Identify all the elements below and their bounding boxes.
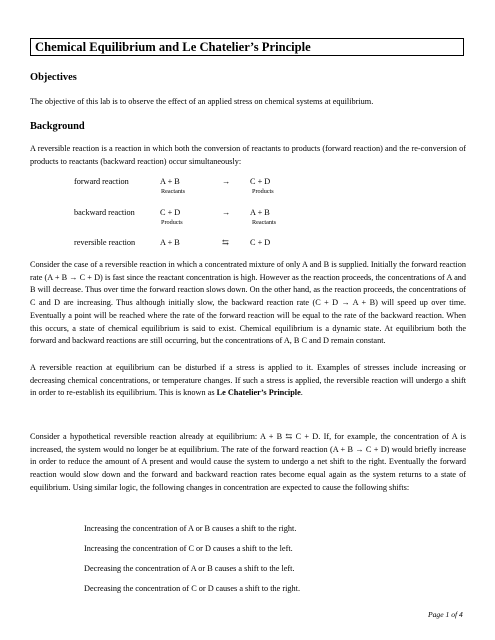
shift-item-2: Increasing the concentration of C or D causes a shift to the left.: [84, 544, 293, 553]
reaction-left-sub-backward: Products: [161, 219, 183, 226]
paragraph-2-start: A reversible reaction at equilibrium can be disturbed if a stress is applied to it. Examples of stresses include increasing or decreasing chemical concentrations, or temperature changes. If such a stress is applied, the reversible reaction will undergo a shift in order to re-establish its equilibrium. This is known as: [30, 363, 466, 398]
page-number: Page 1 of 4: [428, 610, 463, 619]
paragraph-2-end: .: [300, 388, 303, 398]
objectives-heading: Objectives: [30, 72, 77, 83]
reaction-left-reversible: A + B: [160, 238, 180, 247]
shift-item-1: Increasing the concentration of A or B causes a shift to the right.: [84, 524, 297, 533]
reaction-right-backward: A + B: [250, 208, 270, 217]
le-chatelier-term: Le Chatelier’s Principle: [216, 388, 301, 398]
reaction-right-reversible: C + D: [250, 238, 271, 247]
reaction-right-forward: C + D: [250, 177, 271, 186]
reaction-arrow-forward: →: [222, 177, 231, 186]
background-intro: A reversible reaction is a reaction in which both the conversion of reactants to products (forward reaction) and the re-conversion of products to reactants (backward reaction) occur simultaneously:: [30, 144, 466, 166]
shift-item-3: Decreasing the concentration of A or B causes a shift to the left.: [84, 564, 295, 573]
page-title: Chemical Equilibrium and Le Chatelier’s Principle: [35, 40, 311, 54]
reaction-arrow-reversible: ⇆: [222, 238, 229, 247]
reaction-left-backward: C + D: [160, 208, 181, 217]
reaction-label-backward: backward reaction: [74, 208, 135, 217]
reaction-right-sub-backward: Reactants: [252, 219, 277, 226]
background-paragraph-1: Consider the case of a reversible reaction in which a concentrated mixture of only A and B is supplied. Initially the forward reaction rate (A + B → C + D) is fast since the reactant concentration is high. However as the reaction proceeds, the concentrations of A and B will decrease. Thus over time the forward reaction slows down. On the other hand, as the reaction proceeds, the concentrations of C and D are increasing. Thus although initially slow, the backward reaction rate (C + D → A + B) will speed up over time. Eventually a point will be reached where the rate of the forward reaction will be equal to the rate of the backward reaction. When this occurs, a state of chemical equilibrium is said to exist. Chemical equilibrium is a dynamic state. At equilibrium both the forward and backward reactions are still occurring, but the concentrations of A, B C and D remain constant.: [30, 260, 466, 346]
background-paragraph-3: Consider a hypothetical reversible reaction already at equilibrium: A + B ⇆ C + D. If, for example, the concentration of A is increased, the system would no longer be at equilibrium. The rate of the forward reaction (A + B → C + D) would briefly increase in order to reduce the amount of A present and would cause the system to undergo a net shift to the right. Eventually the forward reaction would slow down and the forward and backward reaction rates become equal again as the system returns to a state of equilibrium. Using similar logic, the following changes in concentration are expected to cause the following shifts:: [30, 432, 466, 492]
reaction-arrow-backward: →: [222, 208, 231, 217]
objectives-text: The objective of this lab is to observe the effect of an applied stress on chemical systems at equilibrium.: [30, 97, 374, 106]
background-heading: Background: [30, 121, 85, 132]
background-paragraph-2: [30, 362, 466, 400]
reaction-right-sub-forward: Products: [252, 188, 274, 195]
reaction-label-reversible: reversible reaction: [74, 238, 136, 247]
shift-item-4: Decreasing the concentration of C or D causes a shift to the right.: [84, 584, 301, 593]
reaction-left-forward: A + B: [160, 177, 180, 186]
reaction-label-forward: forward reaction: [74, 177, 129, 186]
title-box: [30, 38, 464, 56]
reaction-left-sub-forward: Reactants: [161, 188, 186, 195]
